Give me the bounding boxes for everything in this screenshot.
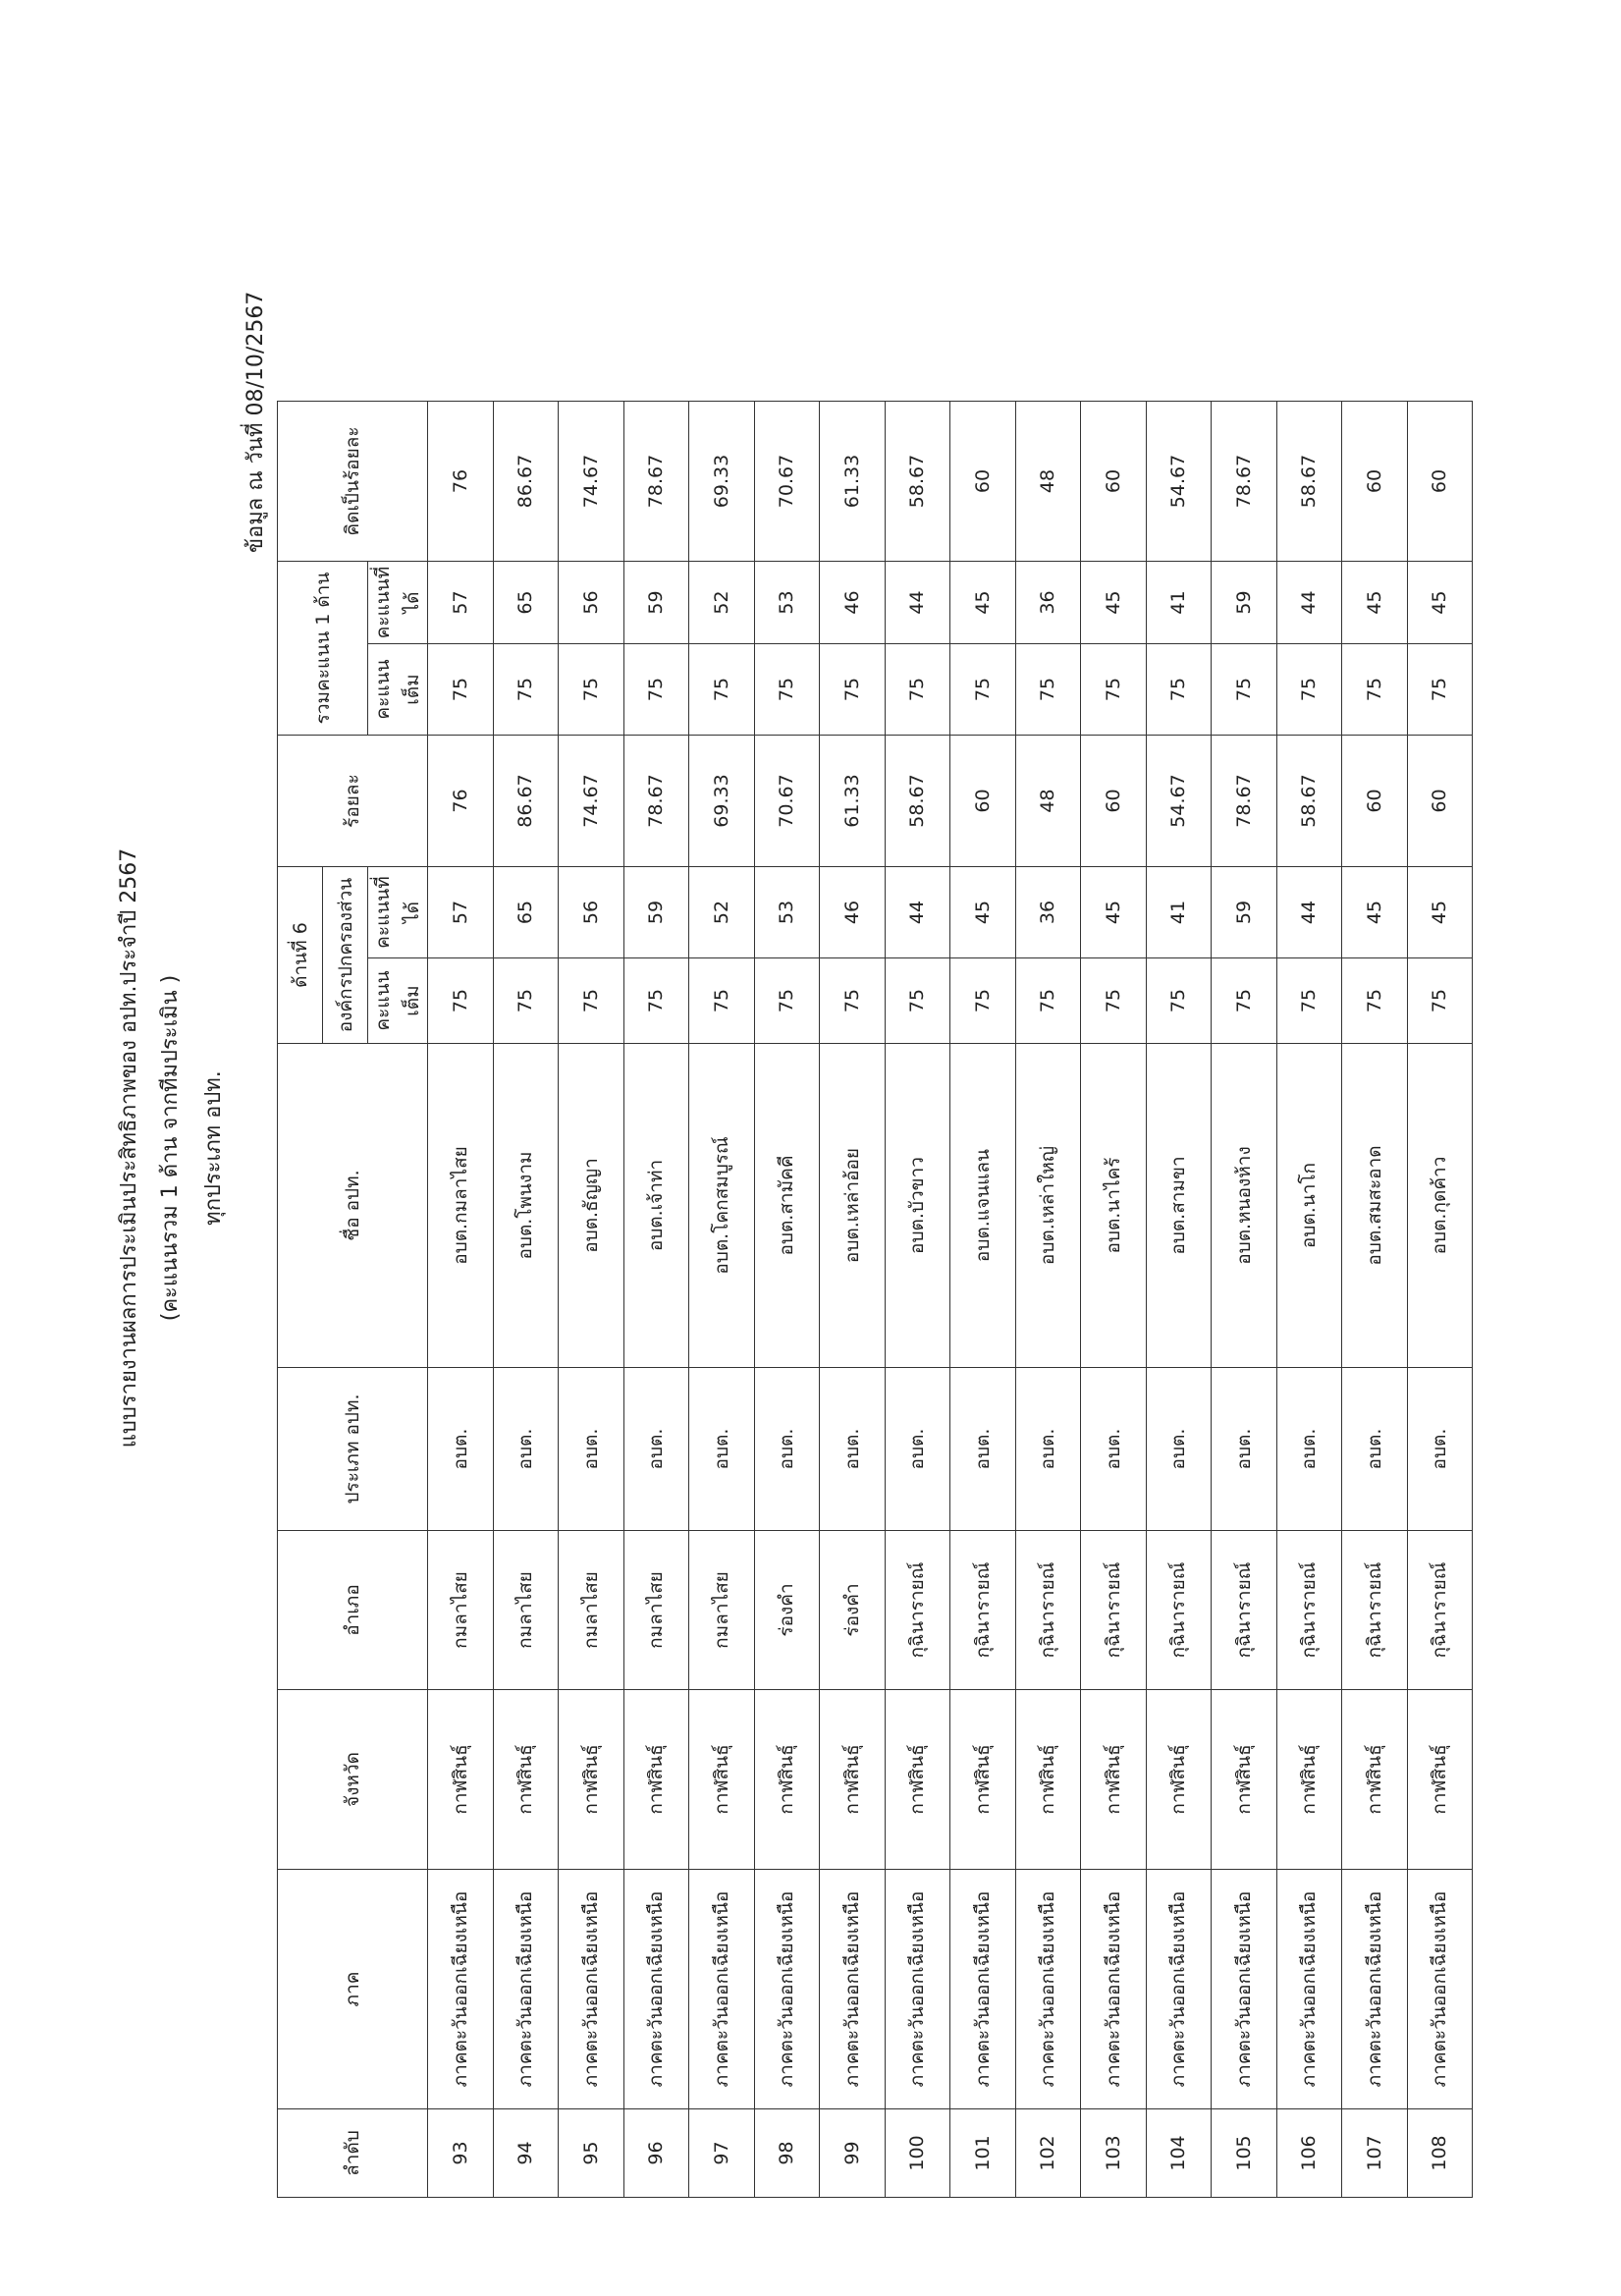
- cell-type: อบต.: [689, 1368, 755, 1531]
- cell-score-got: 45: [1342, 867, 1408, 958]
- cell-full-score: 75: [1081, 958, 1147, 1044]
- cell-score-got: 65: [493, 867, 559, 958]
- cell-no: 104: [1146, 2109, 1212, 2198]
- cell-total-got: 45: [1342, 562, 1408, 644]
- cell-percent: 60: [1081, 736, 1147, 867]
- cell-province: กาฬสินธุ์: [1276, 1690, 1342, 1870]
- cell-score-got: 41: [1146, 867, 1212, 958]
- cell-total-got: 44: [1276, 562, 1342, 644]
- col-header-name: ชื่อ อปท.: [278, 1044, 428, 1368]
- report-scope: ทุกประเภท อปท.: [201, 1070, 226, 1226]
- cell-district: ร่องคำ: [754, 1531, 820, 1690]
- cell-province: กาฬสินธุ์: [1407, 1690, 1473, 1870]
- cell-total-full: 75: [950, 644, 1016, 736]
- cell-district: กมลาไสย: [689, 1531, 755, 1690]
- cell-type: อบต.: [885, 1368, 950, 1531]
- table-row: [1146, 402, 1212, 2198]
- cell-total-full: 75: [1407, 644, 1473, 736]
- table-row: [623, 402, 689, 2198]
- cell-name: อบต.นาโก: [1276, 1044, 1342, 1368]
- cell-score-got: 56: [559, 867, 624, 958]
- col-header-district: อำเภอ: [278, 1531, 428, 1690]
- cell-full-score: 75: [1212, 958, 1277, 1044]
- cell-no: 108: [1407, 2109, 1473, 2198]
- cell-no: 107: [1342, 2109, 1408, 2198]
- col-header-region: ภาค: [278, 1870, 428, 2109]
- cell-no: 99: [820, 2109, 886, 2198]
- cell-total-full: 75: [1276, 644, 1342, 736]
- cell-total-got: 56: [559, 562, 624, 644]
- cell-percent: 74.67: [559, 736, 624, 867]
- cell-region: ภาคตะวันออกเฉียงเหนือ: [428, 1870, 494, 2109]
- cell-no: 102: [1015, 2109, 1081, 2198]
- cell-name: อบต.หนองห้าง: [1212, 1044, 1277, 1368]
- col-header-percent: ร้อยละ: [278, 736, 428, 867]
- col-header-aspect6: ด้านที่ 6: [278, 867, 323, 1044]
- cell-name: อบต.กุดค้าว: [1407, 1044, 1473, 1368]
- cell-total-full: 75: [623, 644, 689, 736]
- col-header-province: จังหวัด: [278, 1690, 428, 1870]
- cell-total-full: 75: [559, 644, 624, 736]
- cell-name: อบต.เจ้าท่า: [623, 1044, 689, 1368]
- cell-total-got: 44: [885, 562, 950, 644]
- cell-region: ภาคตะวันออกเฉียงเหนือ: [1015, 1870, 1081, 2109]
- cell-region: ภาคตะวันออกเฉียงเหนือ: [1146, 1870, 1212, 2109]
- cell-type: อบต.: [1081, 1368, 1147, 1531]
- cell-region: ภาคตะวันออกเฉียงเหนือ: [1276, 1870, 1342, 2109]
- cell-type: อบต.: [623, 1368, 689, 1531]
- cell-no: 96: [623, 2109, 689, 2198]
- cell-no: 105: [1212, 2109, 1277, 2198]
- cell-name: อบต.เหล่าอ้อย: [820, 1044, 886, 1368]
- report-title: แบบรายงานผลการประเมินประสิทธิภาพของ อปท.ประจำปี 2567: [117, 847, 141, 1449]
- cell-percent-total: 60: [950, 402, 1016, 562]
- cell-percent-total: 69.33: [689, 402, 755, 562]
- cell-type: อบต.: [820, 1368, 886, 1531]
- cell-total-full: 75: [1146, 644, 1212, 736]
- cell-score-got: 53: [754, 867, 820, 958]
- col-header-full: คะแนนเต็ม: [368, 958, 428, 1044]
- cell-total-full: 75: [754, 644, 820, 736]
- cell-full-score: 75: [689, 958, 755, 1044]
- cell-total-got: 45: [1081, 562, 1147, 644]
- col-header-no: ลำดับ: [278, 2109, 428, 2198]
- cell-no: 106: [1276, 2109, 1342, 2198]
- table-body: [428, 402, 1473, 2198]
- cell-percent-total: 60: [1407, 402, 1473, 562]
- cell-score-got: 46: [820, 867, 886, 958]
- cell-name: อบต.นาไคร้: [1081, 1044, 1147, 1368]
- cell-name: อบต.กมลาไสย: [428, 1044, 494, 1368]
- cell-percent-total: 54.67: [1146, 402, 1212, 562]
- report-subtitle: (คะแนนรวม 1 ด้าน จากทีมประเมิน ): [158, 974, 183, 1322]
- cell-total-full: 75: [1081, 644, 1147, 736]
- col-header-aspect6-sub: องค์กรปกครองส่วน: [323, 867, 368, 1044]
- cell-region: ภาคตะวันออกเฉียงเหนือ: [820, 1870, 886, 2109]
- col-header-total-full: คะแนนเต็ม: [368, 644, 428, 736]
- cell-no: 93: [428, 2109, 494, 2198]
- cell-percent: 78.67: [1212, 736, 1277, 867]
- cell-province: กาฬสินธุ์: [428, 1690, 494, 1870]
- cell-region: ภาคตะวันออกเฉียงเหนือ: [559, 1870, 624, 2109]
- cell-full-score: 75: [1407, 958, 1473, 1044]
- cell-percent: 70.67: [754, 736, 820, 867]
- cell-district: กุฉินารายณ์: [950, 1531, 1016, 1690]
- cell-full-score: 75: [1276, 958, 1342, 1044]
- table-row: [689, 402, 755, 2198]
- cell-percent-total: 60: [1342, 402, 1408, 562]
- cell-percent: 54.67: [1146, 736, 1212, 867]
- cell-percent-total: 60: [1081, 402, 1147, 562]
- cell-full-score: 75: [1342, 958, 1408, 1044]
- cell-total-got: 59: [1212, 562, 1277, 644]
- cell-total-got: 59: [623, 562, 689, 644]
- cell-type: อบต.: [1276, 1368, 1342, 1531]
- cell-full-score: 75: [950, 958, 1016, 1044]
- table-row: [1407, 402, 1473, 2198]
- cell-total-got: 57: [428, 562, 494, 644]
- cell-province: กาฬสินธุ์: [623, 1690, 689, 1870]
- table-row: [1015, 402, 1081, 2198]
- cell-type: อบต.: [950, 1368, 1016, 1531]
- cell-total-got: 52: [689, 562, 755, 644]
- cell-total-full: 75: [493, 644, 559, 736]
- cell-full-score: 75: [754, 958, 820, 1044]
- cell-percent-total: 70.67: [754, 402, 820, 562]
- cell-score-got: 44: [885, 867, 950, 958]
- cell-total-full: 75: [1015, 644, 1081, 736]
- cell-name: อบต.โพนงาม: [493, 1044, 559, 1368]
- cell-type: อบต.: [1342, 1368, 1408, 1531]
- results-table: [277, 401, 1473, 2198]
- cell-district: กมลาไสย: [623, 1531, 689, 1690]
- cell-region: ภาคตะวันออกเฉียงเหนือ: [1407, 1870, 1473, 2109]
- cell-province: กาฬสินธุ์: [689, 1690, 755, 1870]
- cell-score-got: 45: [1081, 867, 1147, 958]
- table-row: [1276, 402, 1342, 2198]
- cell-region: ภาคตะวันออกเฉียงเหนือ: [493, 1870, 559, 2109]
- cell-district: กุฉินารายณ์: [1407, 1531, 1473, 1690]
- cell-full-score: 75: [559, 958, 624, 1044]
- as-of-date: ข้อมูล ณ วันที่ 08/10/2567: [243, 291, 268, 553]
- cell-total-got: 45: [950, 562, 1016, 644]
- col-header-type: ประเภท อปท.: [278, 1368, 428, 1531]
- table-row: [1342, 402, 1408, 2198]
- cell-region: ภาคตะวันออกเฉียงเหนือ: [754, 1870, 820, 2109]
- cell-score-got: 59: [1212, 867, 1277, 958]
- cell-district: กุฉินารายณ์: [885, 1531, 950, 1690]
- cell-total-got: 36: [1015, 562, 1081, 644]
- cell-full-score: 75: [885, 958, 950, 1044]
- cell-type: อบต.: [1407, 1368, 1473, 1531]
- table-row: [1212, 402, 1277, 2198]
- cell-percent: 61.33: [820, 736, 886, 867]
- cell-percent-total: 76: [428, 402, 494, 562]
- cell-total-got: 45: [1407, 562, 1473, 644]
- cell-region: ภาคตะวันออกเฉียงเหนือ: [950, 1870, 1016, 2109]
- table-row: [493, 402, 559, 2198]
- table-row: [1081, 402, 1147, 2198]
- cell-percent: 76: [428, 736, 494, 867]
- cell-percent-total: 61.33: [820, 402, 886, 562]
- col-header-total: รวมคะแนน 1 ด้าน: [278, 562, 368, 736]
- cell-full-score: 75: [1146, 958, 1212, 1044]
- cell-province: กาฬสินธุ์: [1146, 1690, 1212, 1870]
- cell-name: อบต.เหล่าใหญ่: [1015, 1044, 1081, 1368]
- cell-district: กมลาไสย: [493, 1531, 559, 1690]
- cell-total-full: 75: [689, 644, 755, 736]
- table-row: [950, 402, 1016, 2198]
- cell-region: ภาคตะวันออกเฉียงเหนือ: [885, 1870, 950, 2109]
- cell-percent: 78.67: [623, 736, 689, 867]
- cell-province: กาฬสินธุ์: [950, 1690, 1016, 1870]
- cell-district: กุฉินารายณ์: [1015, 1531, 1081, 1690]
- cell-district: กมลาไสย: [428, 1531, 494, 1690]
- cell-no: 97: [689, 2109, 755, 2198]
- col-header-total-got: คะแนนที่ได้: [368, 562, 428, 644]
- cell-full-score: 75: [820, 958, 886, 1044]
- cell-name: อบต.สามขา: [1146, 1044, 1212, 1368]
- cell-type: อบต.: [559, 1368, 624, 1531]
- cell-province: กาฬสินธุ์: [1212, 1690, 1277, 1870]
- cell-name: อบต.ธัญญา: [559, 1044, 624, 1368]
- cell-percent-total: 48: [1015, 402, 1081, 562]
- cell-district: ร่องคำ: [820, 1531, 886, 1690]
- cell-total-full: 75: [1212, 644, 1277, 736]
- cell-total-got: 53: [754, 562, 820, 644]
- cell-total-full: 75: [820, 644, 886, 736]
- cell-no: 94: [493, 2109, 559, 2198]
- cell-percent: 69.33: [689, 736, 755, 867]
- table-row: [820, 402, 886, 2198]
- cell-full-score: 75: [1015, 958, 1081, 1044]
- cell-district: กุฉินารายณ์: [1212, 1531, 1277, 1690]
- cell-percent: 48: [1015, 736, 1081, 867]
- cell-type: อบต.: [428, 1368, 494, 1531]
- cell-no: 95: [559, 2109, 624, 2198]
- cell-name: อบต.แจนแลน: [950, 1044, 1016, 1368]
- cell-name: อบต.โคกสมบูรณ์: [689, 1044, 755, 1368]
- cell-percent-total: 74.67: [559, 402, 624, 562]
- table-row: [428, 402, 494, 2198]
- cell-full-score: 75: [493, 958, 559, 1044]
- cell-district: กุฉินารายณ์: [1081, 1531, 1147, 1690]
- cell-name: อบต.บัวขาว: [885, 1044, 950, 1368]
- cell-region: ภาคตะวันออกเฉียงเหนือ: [689, 1870, 755, 2109]
- cell-region: ภาคตะวันออกเฉียงเหนือ: [1342, 1870, 1408, 2109]
- cell-no: 101: [950, 2109, 1016, 2198]
- cell-province: กาฬสินธุ์: [820, 1690, 886, 1870]
- cell-type: อบต.: [1146, 1368, 1212, 1531]
- cell-district: กุฉินารายณ์: [1276, 1531, 1342, 1690]
- cell-district: กุฉินารายณ์: [1146, 1531, 1212, 1690]
- cell-province: กาฬสินธุ์: [559, 1690, 624, 1870]
- cell-name: อบต.สมสะอาด: [1342, 1044, 1408, 1368]
- cell-no: 103: [1081, 2109, 1147, 2198]
- cell-province: กาฬสินธุ์: [1342, 1690, 1408, 1870]
- table-row: [885, 402, 950, 2198]
- cell-province: กาฬสินธุ์: [885, 1690, 950, 1870]
- cell-province: กาฬสินธุ์: [493, 1690, 559, 1870]
- cell-province: กาฬสินธุ์: [754, 1690, 820, 1870]
- col-header-got: คะแนนที่ได้: [368, 867, 428, 958]
- cell-region: ภาคตะวันออกเฉียงเหนือ: [1081, 1870, 1147, 2109]
- cell-no: 100: [885, 2109, 950, 2198]
- cell-name: อบต.สามัคคี: [754, 1044, 820, 1368]
- cell-score-got: 44: [1276, 867, 1342, 958]
- cell-type: อบต.: [493, 1368, 559, 1531]
- cell-percent-total: 78.67: [623, 402, 689, 562]
- cell-full-score: 75: [623, 958, 689, 1044]
- cell-score-got: 57: [428, 867, 494, 958]
- cell-percent: 58.67: [1276, 736, 1342, 867]
- cell-total-got: 46: [820, 562, 886, 644]
- cell-score-got: 45: [1407, 867, 1473, 958]
- cell-district: กมลาไสย: [559, 1531, 624, 1690]
- cell-score-got: 36: [1015, 867, 1081, 958]
- cell-total-full: 75: [428, 644, 494, 736]
- cell-total-full: 75: [885, 644, 950, 736]
- cell-total-got: 41: [1146, 562, 1212, 644]
- cell-region: ภาคตะวันออกเฉียงเหนือ: [623, 1870, 689, 2109]
- cell-no: 98: [754, 2109, 820, 2198]
- cell-percent: 60: [1407, 736, 1473, 867]
- cell-percent: 60: [1342, 736, 1408, 867]
- cell-type: อบต.: [1212, 1368, 1277, 1531]
- col-header-percent-total: คิดเป็นร้อยละ: [278, 402, 428, 562]
- cell-province: กาฬสินธุ์: [1015, 1690, 1081, 1870]
- cell-score-got: 45: [950, 867, 1016, 958]
- cell-score-got: 59: [623, 867, 689, 958]
- cell-percent: 60: [950, 736, 1016, 867]
- cell-province: กาฬสินธุ์: [1081, 1690, 1147, 1870]
- cell-district: กุฉินารายณ์: [1342, 1531, 1408, 1690]
- cell-percent-total: 78.67: [1212, 402, 1277, 562]
- table-row: [754, 402, 820, 2198]
- cell-percent-total: 58.67: [1276, 402, 1342, 562]
- cell-percent: 86.67: [493, 736, 559, 867]
- cell-type: อบต.: [754, 1368, 820, 1531]
- cell-percent-total: 86.67: [493, 402, 559, 562]
- table-row: [559, 402, 624, 2198]
- cell-percent: 58.67: [885, 736, 950, 867]
- cell-region: ภาคตะวันออกเฉียงเหนือ: [1212, 1870, 1277, 2109]
- cell-type: อบต.: [1015, 1368, 1081, 1531]
- cell-total-full: 75: [1342, 644, 1408, 736]
- cell-total-got: 65: [493, 562, 559, 644]
- cell-percent-total: 58.67: [885, 402, 950, 562]
- cell-score-got: 52: [689, 867, 755, 958]
- cell-full-score: 75: [428, 958, 494, 1044]
